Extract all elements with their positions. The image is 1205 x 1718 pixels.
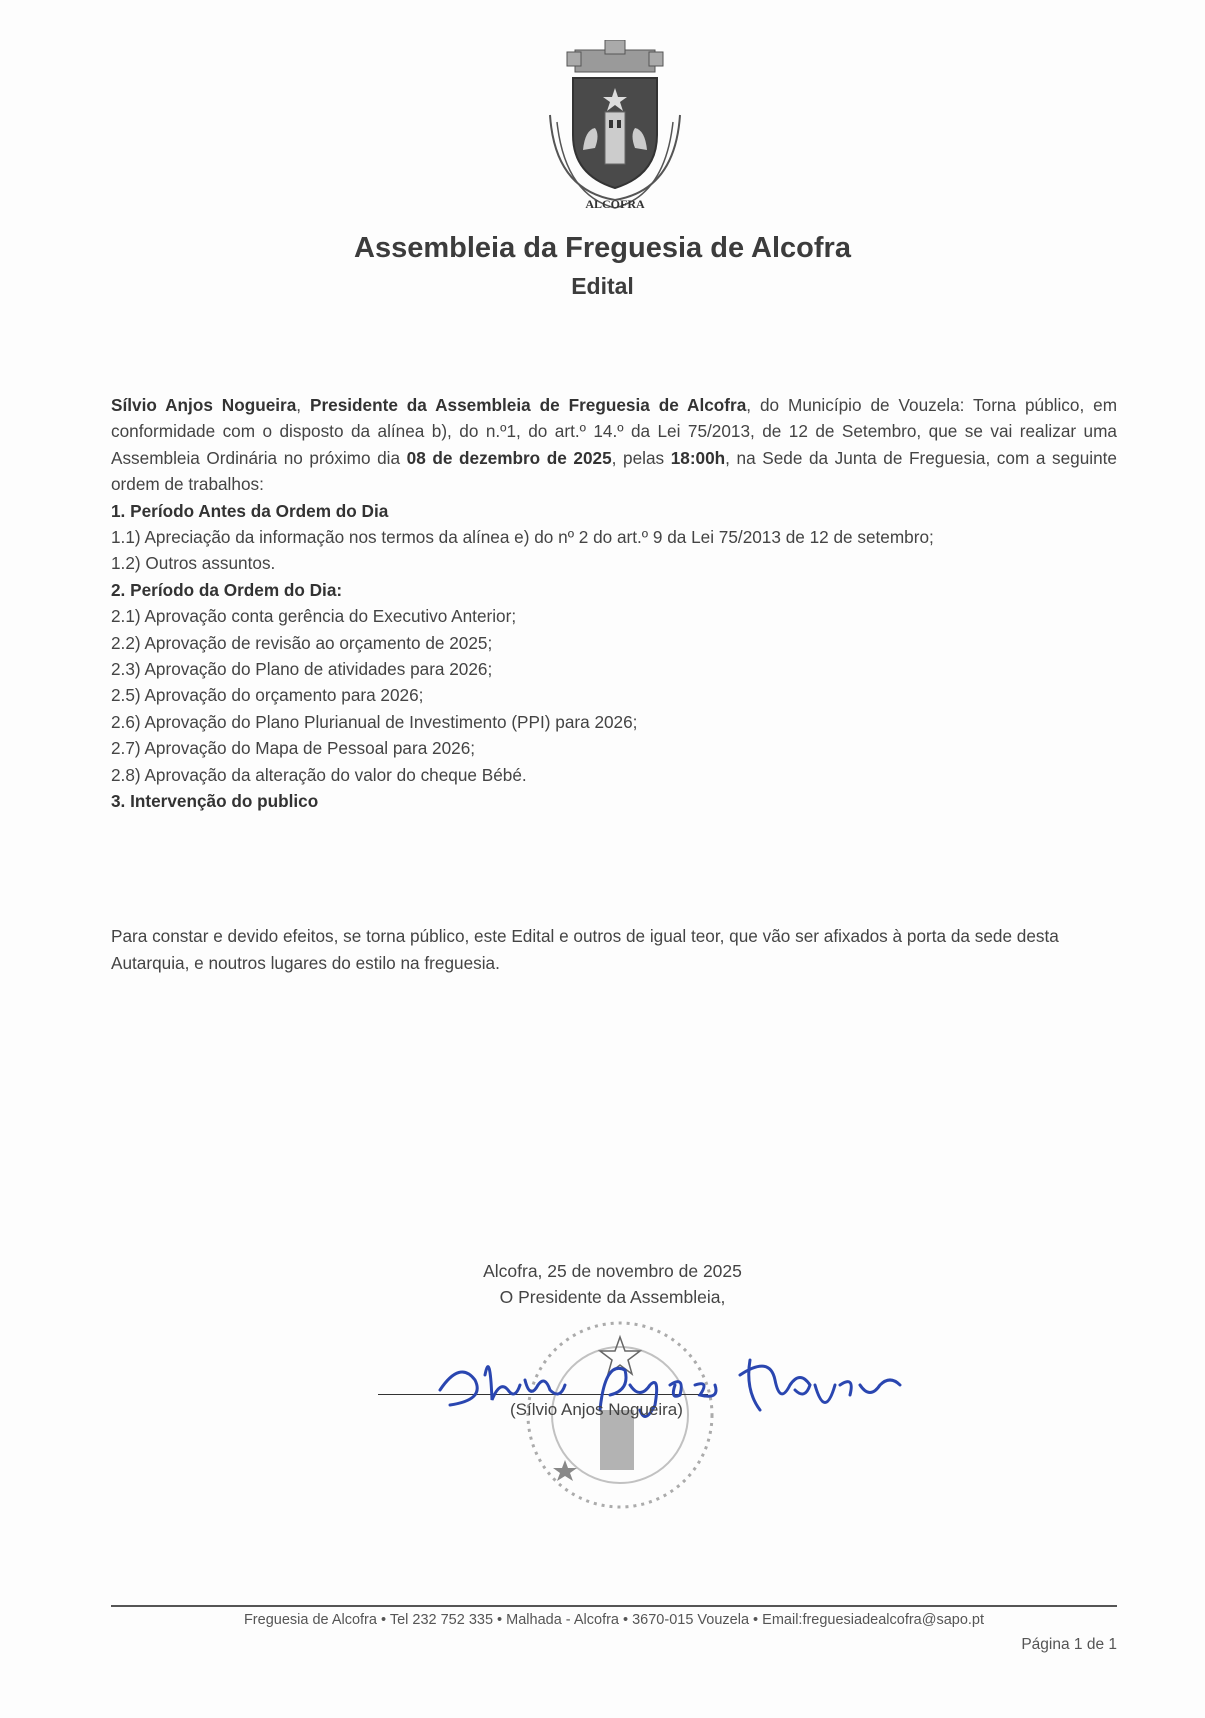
intro-paragraph xyxy=(111,392,1117,498)
agenda-item: 2.7) Aprovação do Mapa de Pessoal para 2026; xyxy=(111,738,476,759)
footer-contact: Freguesia de Alcofra • Tel 232 752 335 • Malhada - Alcofra • 3670-015 Vouzela • Email:freguesiadealcofra@sapo.pt xyxy=(243,1612,985,1628)
meeting-date: 08 de dezembro de 2025 xyxy=(406,447,612,468)
signatory-role: O Presidente da Assembleia, xyxy=(499,1287,726,1307)
agenda-item: 2.8) Aprovação da alteração do valor do cheque Bébé. xyxy=(111,764,527,785)
agenda-item: 1.2) Outros assuntos. xyxy=(111,553,276,574)
agenda-section-heading: 2. Período da Ordem do Dia: xyxy=(111,579,343,600)
intro-separator: , xyxy=(296,395,310,415)
agenda-item: 2.2) Aprovação de revisão ao orçamento de 2025; xyxy=(111,632,493,653)
intro-text-1: , do Município de Vouzela: Torna público, em conformidade com o disposto da alínea b), do n.º1, do art.º 14.º da Lei 75/2013, de 12 de Setembro, que se vai realizar uma Assembleia Ordinária no próximo dia xyxy=(111,395,1118,468)
page-number: Página 1 de 1 xyxy=(1021,1636,1117,1653)
agenda-item: 2.5) Aprovação do orçamento para 2026; xyxy=(111,685,424,706)
mural-crown-icon xyxy=(567,40,663,72)
agenda-item: 1.1) Apreciação da informação nos termos da alínea e) do nº 2 do art.º 9 da Lei 75/2013 de 12 de setembro; xyxy=(111,527,934,548)
agenda-item: 2.1) Aprovação conta gerência do Executivo Anterior; xyxy=(111,606,517,627)
president-name: Sílvio Anjos Nogueira xyxy=(111,395,297,415)
intro-text-3: , na Sede da Junta de Freguesia, com a seguinte ordem de trabalhos: xyxy=(111,447,1117,495)
president-role: Presidente da Assembleia de Freguesia de Alcofra xyxy=(310,395,747,415)
document-subtitle: Edital xyxy=(571,273,634,299)
agenda-item: 2.3) Aprovação do Plano de atividades para 2026; xyxy=(111,659,493,680)
meeting-time: 18:00h xyxy=(670,447,726,468)
tower-icon xyxy=(605,112,625,164)
closing-paragraph: Para constar e devido efeitos, se torna público, este Edital e outros de igual teor, que vão ser afixados à porta da sede desta Autarquia, e noutros lugares do estilo na freguesia. xyxy=(111,926,1059,973)
agenda-section-heading: 1. Período Antes da Ordem do Dia xyxy=(111,500,389,521)
intro-text-2: , pelas xyxy=(611,447,671,468)
document-title: Assembleia da Freguesia de Alcofra xyxy=(354,232,851,264)
document-body xyxy=(111,392,1117,815)
coat-of-arms-logo xyxy=(545,40,685,215)
agenda-section-heading: 3. Intervenção do publico xyxy=(111,791,319,812)
agenda-item: 2.6) Aprovação do Plano Plurianual de Investimento (PPI) para 2026; xyxy=(111,711,638,732)
printed-name: (Sílvio Anjos Nogueira) xyxy=(510,1400,683,1419)
crest-label: ALCOFRA xyxy=(585,197,645,211)
signature-block xyxy=(380,1258,845,1310)
place-date: Alcofra, 25 de novembro de 2025 xyxy=(483,1261,742,1281)
footer-divider xyxy=(111,1605,1117,1607)
